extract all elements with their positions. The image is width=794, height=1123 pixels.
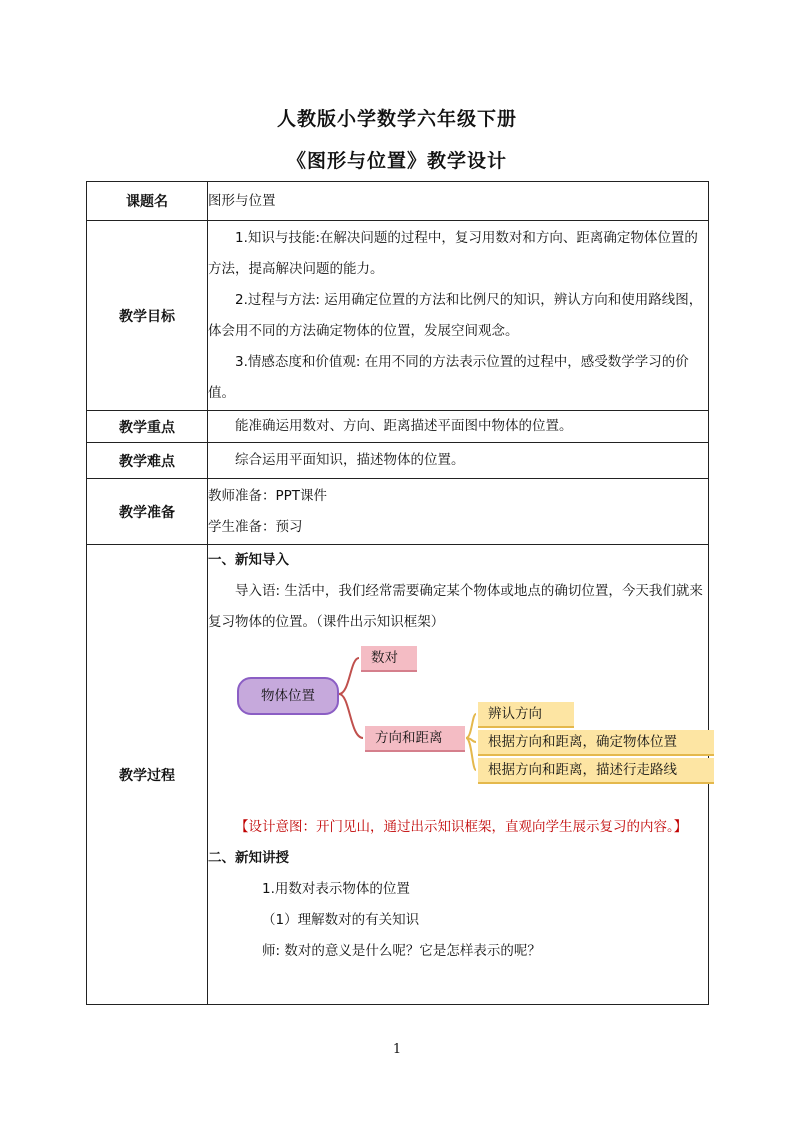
prep-content: [208, 479, 709, 545]
table-row: [87, 443, 709, 479]
row-label-goals: 教学目标: [87, 221, 208, 411]
table-row: [87, 545, 709, 1005]
intro-paragraph: 导入语: 生活中，我们经常需要确定某个物体或地点的确切位置，今天我们就来复习物体的位置。（课件出示知识框架）: [208, 583, 703, 630]
difficulty-value: 综合运用平面知识，描述物体的位置。: [208, 443, 709, 479]
teacher-prep: 教师准备：PPT课件: [208, 487, 328, 504]
design-note: 【设计意图：开门见山，通过出示知识框架，直观向学生展示复习的内容。】: [235, 819, 688, 835]
table-row: [87, 411, 709, 443]
table-row: [87, 182, 709, 221]
topic-value: 图形与位置: [208, 182, 709, 221]
section-heading: 二、新知讲授: [208, 850, 289, 866]
process-content: [208, 545, 709, 1005]
subsection-item: （1）理解数对的有关知识: [262, 912, 420, 928]
mindmap-leaf-bianren: 辨认方向: [478, 702, 574, 728]
table-row: [87, 479, 709, 545]
goal-item: 1.知识与技能:在解决问题的过程中，复习用数对和方向、距离确定物体位置的方法，提高解决问题的能力。: [208, 229, 698, 277]
row-label-key: 教学重点: [87, 411, 208, 443]
mindmap-root: 物体位置: [237, 677, 339, 715]
mindmap-leaf-locate: 根据方向和距离，确定物体位置: [478, 730, 714, 756]
knowledge-mindmap: [208, 642, 708, 802]
lesson-plan-table: [86, 181, 709, 1005]
table-row: [87, 221, 709, 411]
row-label-process: 教学过程: [87, 545, 208, 1005]
document-title: 人教版小学数学六年级下册: [276, 108, 517, 130]
goals-content: [208, 221, 709, 411]
subsection-heading: 1.用数对表示物体的位置: [262, 881, 410, 897]
mindmap-branch-fangxiang: 方向和距离: [365, 726, 465, 752]
row-label-difficulty: 教学难点: [87, 443, 208, 479]
row-label-prep: 教学准备: [87, 479, 208, 545]
mindmap-branch-shudui: 数对: [361, 646, 417, 672]
goal-item: 2.过程与方法: 运用确定位置的方法和比例尺的知识，辨认方向和使用路线图，体会用不同的方法确定物体的位置，发展空间观念。: [208, 291, 703, 339]
row-label-topic: 课题名: [87, 182, 208, 221]
student-prep: 学生准备：预习: [208, 518, 303, 535]
mindmap-leaf-route: 根据方向和距离，描述行走路线: [478, 758, 714, 784]
page-number: 1: [392, 1042, 402, 1057]
section-heading: 一、新知导入: [208, 552, 289, 568]
teacher-question: 师: 数对的意义是什么呢？它是怎样表示的呢？: [262, 943, 541, 959]
key-point-value: 能准确运用数对、方向、距离描述平面图中物体的位置。: [208, 411, 709, 443]
document-subtitle: 《图形与位置》教学设计: [286, 150, 507, 172]
goal-item: 3.情感态度和价值观: 在用不同的方法表示位置的过程中，感受数学学习的价值。: [208, 353, 689, 401]
